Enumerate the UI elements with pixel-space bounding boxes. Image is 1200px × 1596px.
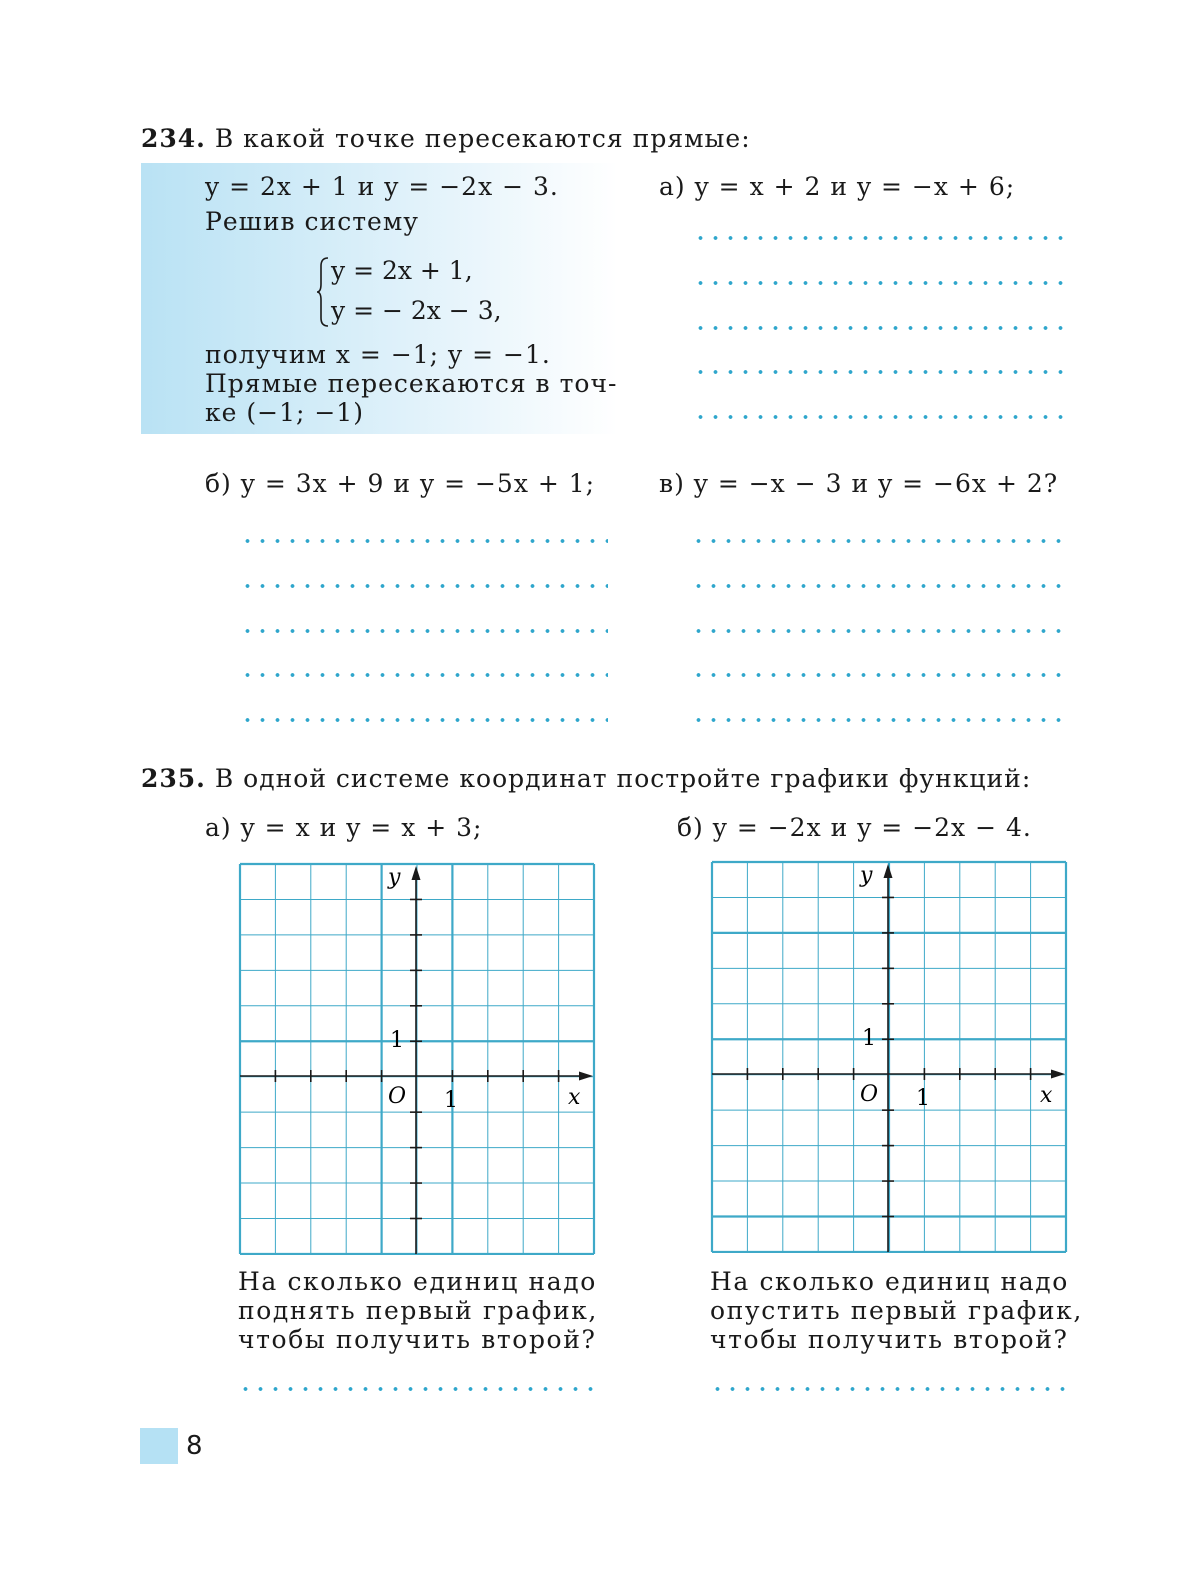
- y-axis-label: y: [388, 865, 401, 890]
- question-b-line-3: чтобы получить второй?: [710, 1325, 1069, 1354]
- answer-line[interactable]: [693, 281, 1069, 285]
- answer-line[interactable]: [240, 584, 608, 588]
- answer-line[interactable]: [238, 1387, 596, 1391]
- answer-line[interactable]: [693, 236, 1069, 240]
- question-b-line-1: На сколько единиц надо: [710, 1267, 1069, 1296]
- answer-line[interactable]: [240, 718, 608, 722]
- exercise-number: 235.: [141, 764, 206, 793]
- answer-line[interactable]: [691, 718, 1069, 722]
- example-line-4: Прямые пересекаются в точ-: [205, 369, 618, 398]
- coordinate-grid-b[interactable]: [710, 860, 1068, 1254]
- exercise-235-header: [141, 764, 1031, 794]
- question-a-line-3: чтобы получить второй?: [238, 1325, 597, 1354]
- y-axis: [412, 866, 421, 1254]
- answer-line[interactable]: [691, 584, 1069, 588]
- exercise-234-header: [141, 124, 751, 154]
- example-line-2: Решив систему: [205, 207, 419, 236]
- page-number: 8: [186, 1431, 203, 1461]
- answer-line[interactable]: [691, 629, 1069, 633]
- x-unit-label: 1: [916, 1086, 930, 1111]
- task-234-a: а) y = x + 2 и y = −x + 6;: [659, 172, 1016, 201]
- answer-line[interactable]: [691, 539, 1069, 543]
- answer-line[interactable]: [240, 673, 608, 677]
- coordinate-grid-a[interactable]: [238, 862, 596, 1256]
- exercise-prompt: В одной системе координат постройте графики функций:: [214, 764, 1032, 793]
- system-eq-1: y = 2x + 1,: [331, 256, 473, 285]
- answer-line[interactable]: [693, 326, 1069, 330]
- y-axis: [884, 864, 893, 1252]
- origin-label: O: [388, 1084, 407, 1109]
- answer-line[interactable]: [710, 1387, 1068, 1391]
- example-line-3: получим x = −1; y = −1.: [205, 340, 551, 369]
- task-234-b: б) y = 3x + 9 и y = −5x + 1;: [205, 469, 596, 498]
- task-235-b: б) y = −2x и y = −2x − 4.: [677, 813, 1032, 842]
- y-unit-label: 1: [390, 1028, 404, 1053]
- answer-line[interactable]: [691, 673, 1069, 677]
- answer-line[interactable]: [693, 370, 1069, 374]
- question-a-line-2: поднять первый график,: [238, 1296, 598, 1325]
- x-axis-label: x: [568, 1085, 581, 1110]
- answer-line[interactable]: [240, 629, 608, 633]
- example-line-1: y = 2x + 1 и y = −2x − 3.: [205, 172, 559, 201]
- example-line-5: ке (−1; −1): [205, 398, 364, 427]
- task-235-a: а) y = x и y = x + 3;: [205, 813, 483, 842]
- system-eq-2: y = − 2x − 3,: [331, 296, 502, 325]
- exercise-prompt: В какой точке пересекаются прямые:: [214, 124, 751, 153]
- origin-label: O: [860, 1082, 879, 1107]
- task-234-c: в) y = −x − 3 и y = −6x + 2?: [659, 469, 1059, 498]
- exercise-number: 234.: [141, 124, 206, 153]
- x-unit-label: 1: [444, 1088, 458, 1113]
- x-axis-label: x: [1040, 1083, 1053, 1108]
- system-brace: [316, 256, 330, 328]
- answer-line[interactable]: [240, 539, 608, 543]
- y-axis-label: y: [860, 863, 873, 888]
- page-number-marker: [140, 1428, 178, 1464]
- y-unit-label: 1: [862, 1026, 876, 1051]
- question-a-line-1: На сколько единиц надо: [238, 1267, 597, 1296]
- answer-line[interactable]: [693, 415, 1069, 419]
- question-b-line-2: опустить первый график,: [710, 1296, 1083, 1325]
